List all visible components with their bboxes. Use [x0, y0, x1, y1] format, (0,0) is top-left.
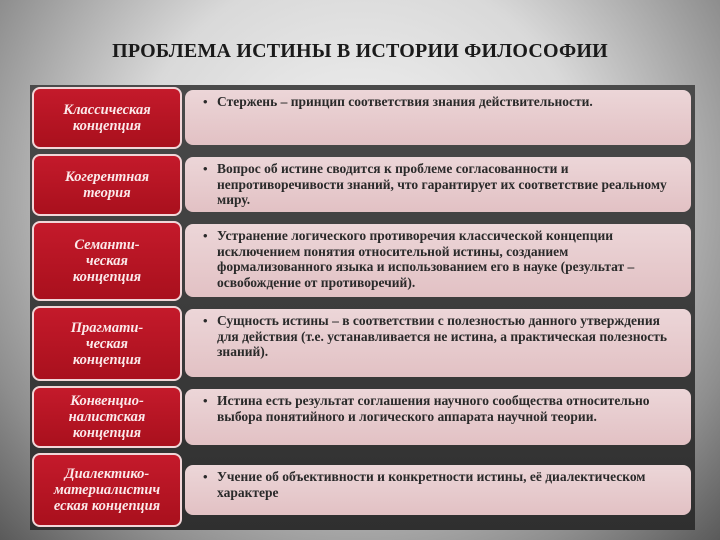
concept-label-line: концепция	[72, 351, 142, 368]
concept-label-line: концепция	[72, 425, 142, 441]
concept-label-line: Диалектико-	[64, 466, 150, 482]
bullet-icon: •	[203, 313, 208, 328]
concept-text: Учение об объективности и конкретности истины, её диалектическом характере	[217, 469, 646, 500]
concept-label-line: еская концепция	[53, 498, 161, 514]
concept-text: Истина есть результат соглашения научного сообщества относительно выбора понятийного и логического аппарата научной теории.	[217, 393, 650, 424]
concept-label	[32, 386, 182, 448]
concept-label	[32, 453, 182, 527]
concept-label-line: Прагмати-	[70, 319, 144, 336]
concept-label	[32, 154, 182, 216]
concept-label-line: материалистич	[53, 482, 161, 498]
concept-label-line: ческая	[86, 335, 128, 352]
bullet-icon: •	[203, 393, 208, 408]
slide-title: ПРОБЛЕМА ИСТИНЫ В ИСТОРИИ ФИЛОСОФИИ	[112, 40, 608, 62]
bullet-icon: •	[203, 94, 208, 109]
concept-text: Вопрос об истине сводится к проблеме согласованности и непротиворечивости знаний, что гарантирует их соответствие реальному миру.	[217, 161, 667, 207]
concept-label-line: Классическая	[63, 102, 151, 118]
concept-text: Сущность истины – в соответствии с полезностью данного утверждения для действия (т.е. устанавливается не истина, а практическая полезность знаний).	[217, 313, 667, 359]
concepts-table	[30, 85, 695, 530]
concept-description	[185, 465, 691, 515]
bullet-icon: •	[203, 469, 208, 484]
concept-text: Стержень – принцип соответствия знания действительности.	[217, 94, 593, 109]
concept-label	[32, 87, 182, 149]
concept-label-line: налистская	[68, 409, 146, 425]
concept-label	[32, 306, 182, 381]
concept-description	[185, 309, 691, 377]
concept-label-line: Конвенцио-	[70, 393, 144, 409]
concept-label-line: концепция	[72, 269, 142, 285]
concept-label-line: теория	[83, 185, 131, 201]
concept-description	[185, 224, 691, 297]
concept-description	[185, 90, 691, 145]
concept-text: Устранение логического противоречия классической концепции исключением понятия относительной истины, созданием формализованного языка и использованием его в науке (результат – освобождение от противоречий).	[217, 228, 635, 290]
concept-description	[185, 389, 691, 445]
bullet-icon: •	[203, 228, 208, 243]
concept-description	[185, 157, 691, 212]
concept-label	[32, 221, 182, 301]
concept-label-line: Когерентная	[64, 169, 150, 185]
concept-label-line: Семанти-	[74, 237, 140, 253]
concept-label-line: ческая	[85, 253, 128, 269]
concept-label-line: концепция	[72, 118, 142, 134]
bullet-icon: •	[203, 161, 208, 176]
